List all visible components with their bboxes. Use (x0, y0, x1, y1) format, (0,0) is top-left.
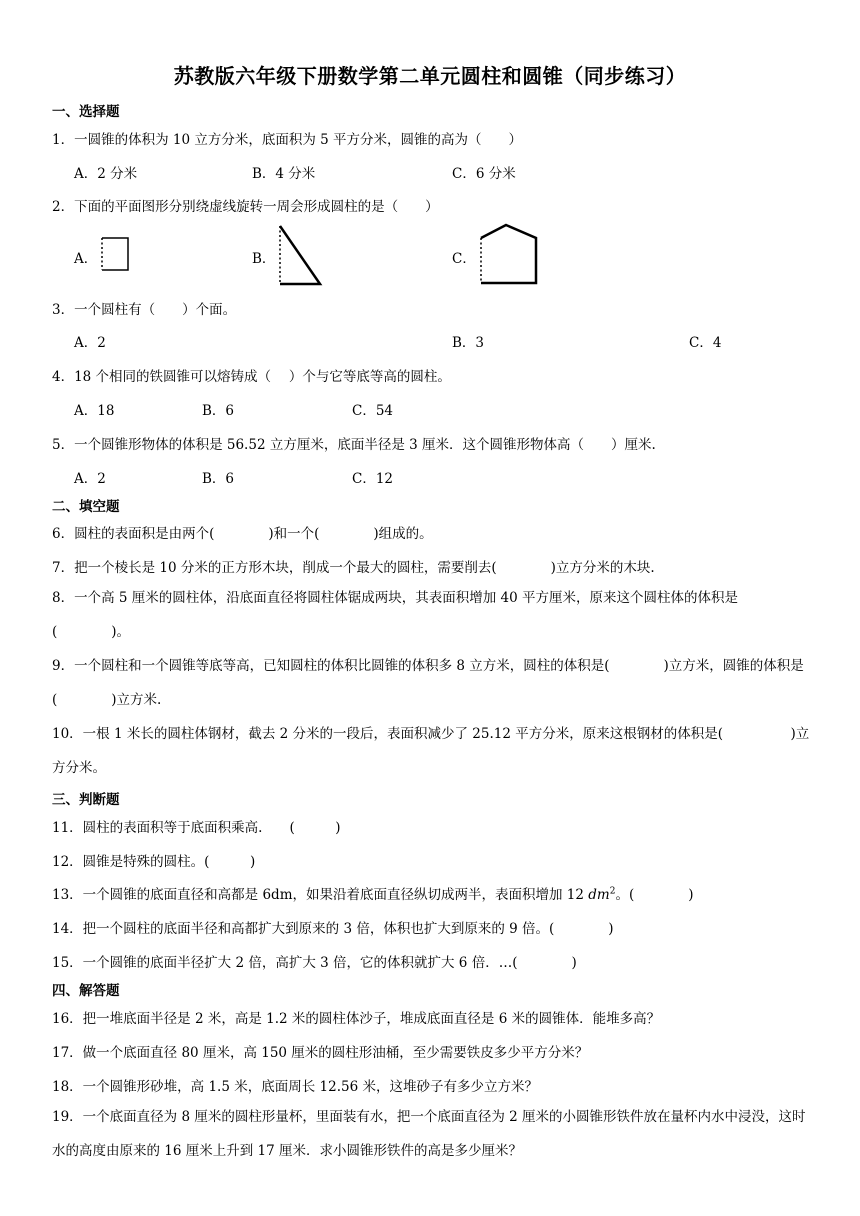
q13-blank: 。( ) (615, 887, 694, 903)
question-5: 5．一个圆锥形物体的体积是 56.52 立方厘米，底面半径是 3 厘米．这个圆锥形物体高（ ）厘米. (52, 437, 656, 453)
q2-figure-b-triangle (276, 222, 326, 290)
question-7: 7．把一个棱长是 10 分米的正方形木块，削成一个最大的圆柱，需要削去( )立方分米的木块. (52, 560, 655, 576)
q13-text: 13．一个圆锥的底面直径和高都是 6dm，如果沿着底面直径纵切成两半，表面积增加 12 (52, 887, 589, 903)
question-14: 14．把一个圆柱的底面半径和高都扩大到原来的 3 倍，体积也扩大到原来的 9 倍。( ) (52, 921, 614, 937)
section-heading-judge: 三、判断题 (52, 792, 120, 808)
question-8: 8．一个高 5 厘米的圆柱体，沿底面直径将圆柱体锯成两块，其表面积增加 40 平方厘米，原来这个圆柱体的体积是( )。 (52, 590, 739, 640)
question-6: 6．圆柱的表面积是由两个( )和一个( )组成的。 (52, 526, 433, 542)
q3-option-a: A．2 (74, 335, 106, 351)
section-heading-solve: 四、解答题 (52, 983, 120, 999)
question-4: 4．18 个相同的铁圆锥可以熔铸成（ ）个与它等底等高的圆柱。 (52, 369, 451, 385)
q2-option-c: C． (452, 251, 476, 267)
q1-option-b: B．4 分米 (252, 166, 316, 182)
q2-option-a: A． (74, 251, 98, 267)
q2-option-b: B． (252, 251, 276, 267)
q5-option-a: A．2 (74, 471, 106, 487)
question-17: 17．做一个底面直径 80 厘米，高 150 厘米的圆柱形油桶，至少需要铁皮多少平方分米？ (52, 1045, 589, 1061)
section-heading-fill: 二、填空题 (52, 499, 120, 515)
question-15: 15．一个圆锥的底面半径扩大 2 倍，高扩大 3 倍，它的体积就扩大 6 倍．…( ) (52, 955, 577, 971)
question-18: 18．一个圆锥形砂堆，高 1.5 米，底面周长 12.56 米，这堆砂子有多少立方米？ (52, 1079, 538, 1095)
q2-figure-c-pentagon (476, 220, 542, 288)
question-9: 9．一个圆柱和一个圆锥等底等高，已知圆柱的体积比圆锥的体积多 8 立方米，圆柱的体积是( )立方米，圆锥的体积是( )立方米. (52, 658, 804, 708)
q4-option-b: B．6 (202, 403, 235, 419)
question-1: 1．一圆锥的体积为 10 立方分米，底面积为 5 平方分米，圆锥的高为（ ） (52, 132, 523, 148)
q13-unit: dm (588, 887, 610, 903)
question-16: 16．把一堆底面半径是 2 米，高是 1.2 米的圆柱体沙子，堆成底面直径是 6 米的圆锥体．能堆多高？ (52, 1011, 661, 1027)
question-12: 12．圆锥是特殊的圆柱。( ) (52, 854, 256, 870)
q1-option-a: A．2 分米 (74, 166, 138, 182)
question-13 (52, 883, 812, 903)
q5-option-c: C．12 (352, 471, 394, 487)
page-title: 苏教版六年级下册数学第二单元圆柱和圆锥（同步练习） (173, 64, 687, 88)
q4-option-a: A．18 (74, 403, 115, 419)
q4-option-c: C．54 (352, 403, 394, 419)
q3-option-b: B．3 (452, 335, 485, 351)
question-11: 11．圆柱的表面积等于底面积乘高. ( ) (52, 820, 341, 836)
section-heading-choice: 一、选择题 (52, 104, 120, 120)
q1-option-c: C．6 分米 (452, 166, 516, 182)
q13-exponent: 2 (609, 886, 616, 897)
q3-option-c: C．4 (689, 335, 722, 351)
question-3: 3．一个圆柱有（ ）个面。 (52, 302, 237, 318)
q2-figure-a-rectangle (98, 234, 132, 274)
question-10: 10．一根 1 米长的圆柱体钢材，截去 2 分米的一段后，表面积减少了 25.12 平方分米，原来这根钢材的体积是( )立方分米。 (52, 726, 810, 776)
q5-option-b: B．6 (202, 471, 235, 487)
question-19: 19．一个底面直径为 8 厘米的圆柱形量杯，里面装有水，把一个底面直径为 2 厘米的小圆锥形铁件放在量杯内水中浸没，这时水的高度由原来的 16 厘米上升到 17 厘米．求小圆锥形铁件的高是多少厘米？ (52, 1109, 806, 1159)
question-2: 2．下面的平面图形分别绕虚线旋转一周会形成圆柱的是（ ） (52, 199, 439, 215)
